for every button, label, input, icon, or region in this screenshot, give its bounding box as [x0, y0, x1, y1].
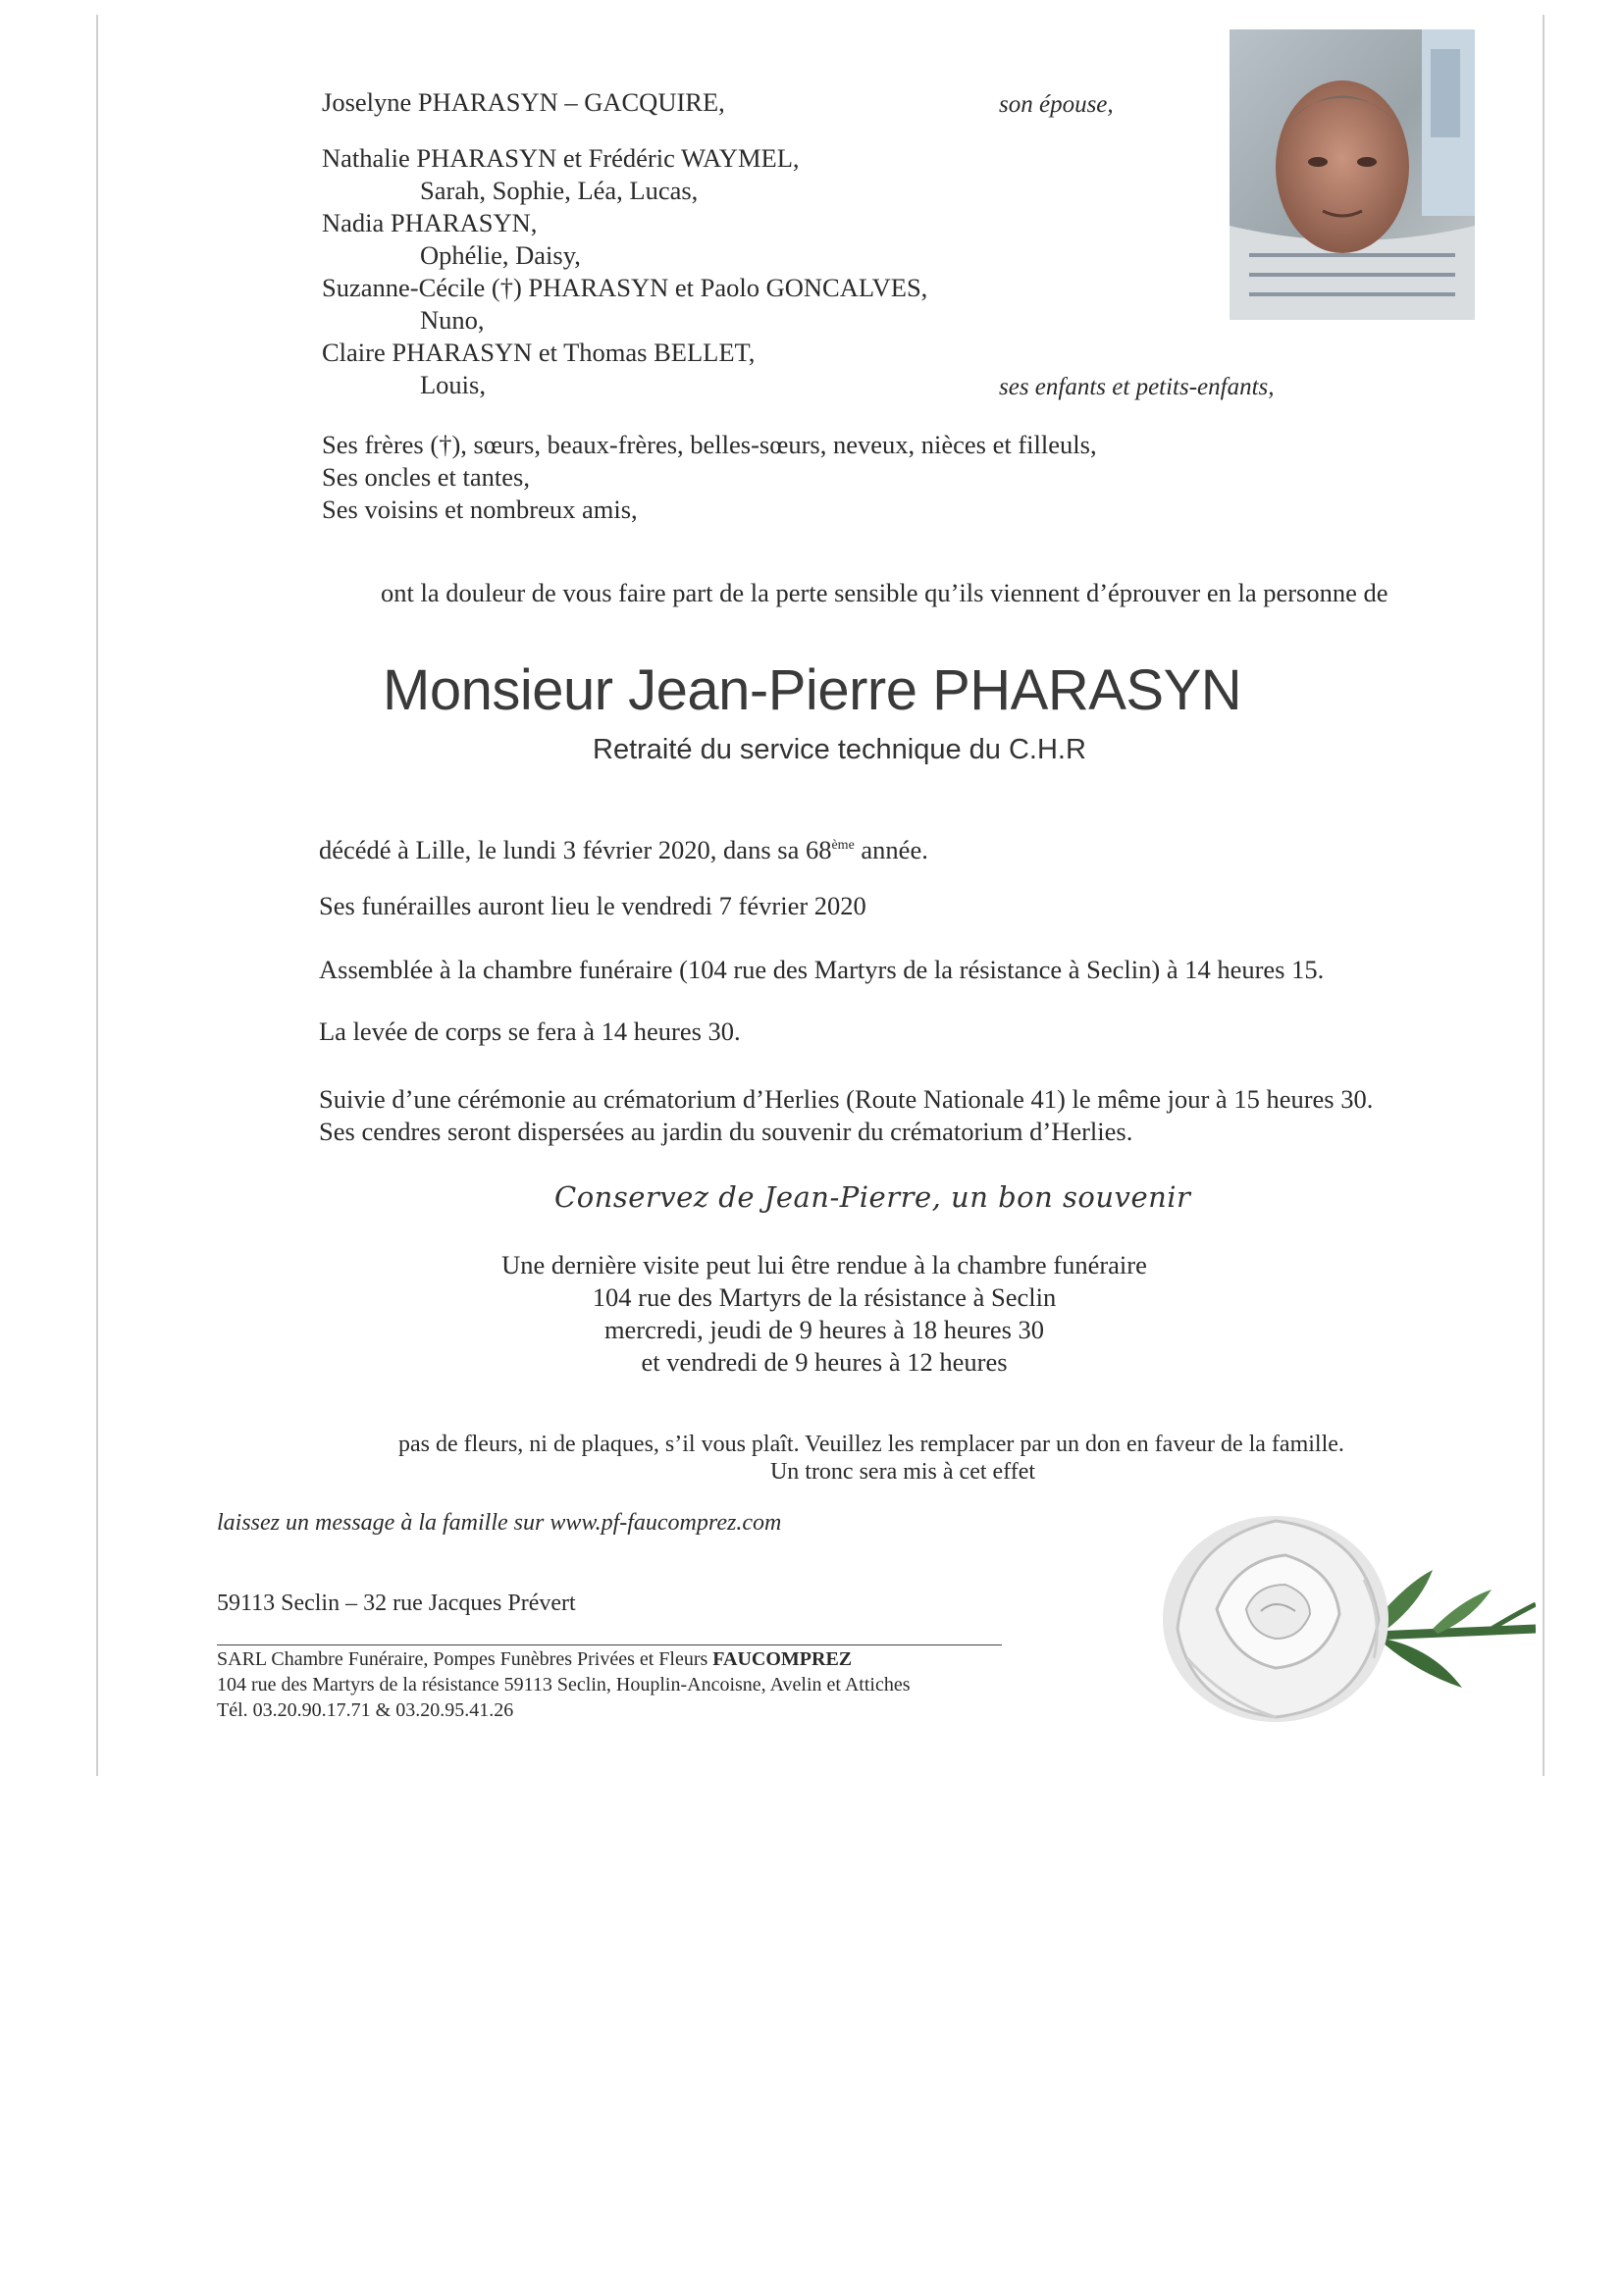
portrait-photo — [1230, 29, 1475, 320]
visit-line: et vendredi de 9 heures à 12 heures — [641, 1347, 1008, 1377]
grandchildren-line: Louis, — [420, 370, 486, 399]
death-text-end: année. — [854, 834, 928, 864]
children-role: ses enfants et petits-enfants, — [999, 374, 1275, 400]
relatives-line: Ses oncles et tantes, — [322, 462, 530, 492]
remembrance-line: Conservez de Jean-Pierre, un bon souvenir — [554, 1180, 1191, 1214]
death-details — [319, 829, 928, 866]
company-phone: Tél. 03.20.90.17.71 & 03.20.95.41.26 — [217, 1699, 514, 1721]
donation-note: Un tronc sera mis à cet effet — [769, 1459, 1036, 1485]
footer-divider — [217, 1644, 1002, 1645]
ashes-info: Ses cendres seront dispersées au jardin du souvenir du crématorium d’Herlies. — [319, 1117, 1133, 1146]
announcement: ont la douleur de vous faire part de la perte sensible qu’ils viennent d’éprouver en la personne de — [381, 578, 1388, 607]
death-text: décédé à Lille, le lundi 3 février 2020, dans sa 68 — [319, 834, 832, 864]
company-text: SARL Chambre Funéraire, Pompes Funèbres Privées et Fleurs — [217, 1648, 713, 1670]
spouse-role: son épouse, — [999, 91, 1114, 118]
address-line: 59113 Seclin – 32 rue Jacques Prévert — [217, 1591, 576, 1616]
grandchildren-line: Ophélie, Daisy, — [420, 240, 581, 270]
flowers-note: pas de fleurs, ni de plaques, s’il vous plaît. Veuillez les remplacer par un don en faveur de la famille. — [398, 1432, 1344, 1457]
deceased-occupation: Retraité du service technique du C.H.R — [593, 734, 1086, 765]
deceased-name: Monsieur Jean-Pierre PHARASYN — [383, 658, 1242, 722]
company-address: 104 rue des Martyrs de la résistance 59113 Seclin, Houplin-Ancoisne, Avelin et Attiches — [217, 1674, 911, 1696]
grandchildren-line: Sarah, Sophie, Léa, Lucas, — [420, 176, 699, 205]
assembly-info: Assemblée à la chambre funéraire (104 rue des Martyrs de la résistance à Seclin) à 14 heures 15. — [319, 955, 1325, 984]
ceremony-info: Suivie d’une cérémonie au crématorium d’Herlies (Route Nationale 41) le même jour à 15 heures 30. — [319, 1084, 1374, 1114]
website-message: laissez un message à la famille sur www.pf-faucomprez.com — [217, 1510, 782, 1536]
child-line: Suzanne-Cécile (†) PHARASYN et Paolo GONCALVES, — [322, 273, 928, 302]
child-line: Nathalie PHARASYN et Frédéric WAYMEL, — [322, 143, 800, 173]
visit-line: 104 rue des Martyrs de la résistance à Seclin — [592, 1282, 1057, 1312]
child-line: Claire PHARASYN et Thomas BELLET, — [322, 338, 756, 367]
levee-info: La levée de corps se fera à 14 heures 30. — [319, 1017, 741, 1046]
death-ordinal: ème — [831, 838, 855, 853]
company-line — [217, 1646, 852, 1672]
page-left-edge — [96, 15, 98, 1776]
relatives-line: Ses voisins et nombreux amis, — [322, 495, 638, 524]
company-name: FAUCOMPREZ — [712, 1648, 853, 1670]
relatives-line: Ses frères (†), sœurs, beaux-frères, belles-sœurs, neveux, nièces et filleuls, — [322, 430, 1097, 459]
funeral-date: Ses funérailles auront lieu le vendredi 7 février 2020 — [319, 891, 866, 920]
visit-line: mercredi, jeudi de 9 heures à 18 heures 30 — [603, 1315, 1045, 1344]
page-right-edge — [1543, 15, 1544, 1776]
spouse-name: Joselyne PHARASYN – GACQUIRE, — [322, 87, 725, 117]
child-line: Nadia PHARASYN, — [322, 208, 538, 237]
grandchildren-line: Nuno, — [420, 305, 485, 335]
white-rose-image — [1138, 1491, 1536, 1747]
visit-line: Une dernière visite peut lui être rendue à la chambre funéraire — [501, 1250, 1147, 1279]
